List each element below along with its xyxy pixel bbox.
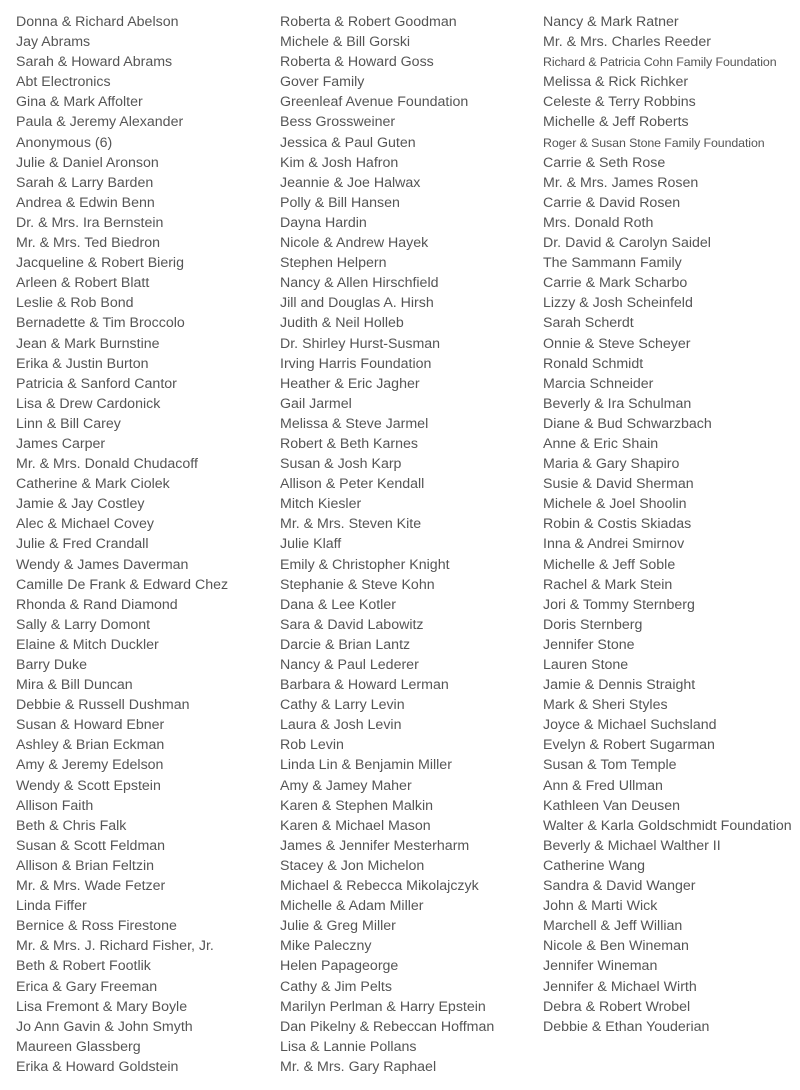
donor-name: Erika & Howard Goldstein — [16, 1058, 179, 1075]
donor-name: Marcia Schneider — [543, 375, 654, 392]
donor-name: Donna & Richard Abelson — [16, 14, 179, 30]
donor-name: Jay Abrams — [16, 34, 91, 51]
donor-name: Greenleaf Avenue Foundation — [280, 94, 469, 111]
donor-name: Julie & Daniel Aronson — [16, 154, 159, 171]
donor-name: Sarah & Larry Barden — [16, 174, 154, 191]
donor-name: Karen & Michael Mason — [280, 817, 431, 834]
donor-name: Stacey & Jon Michelon — [280, 857, 425, 874]
donor-name: Ashley & Brian Eckman — [16, 737, 165, 754]
donor-name: Jill and Douglas A. Hirsh — [280, 295, 434, 312]
donor-name: Linda Lin & Benjamin Miller — [280, 757, 452, 774]
donor-name: Jeannie & Joe Halwax — [280, 174, 421, 191]
donor-name: Anonymous (6) — [16, 134, 113, 151]
donor-name: Michael & Rebecca Mikolajczyk — [280, 878, 479, 895]
donor-name: Paula & Jeremy Alexander — [16, 114, 184, 131]
donor-name: Mr. & Mrs. James Rosen — [543, 174, 699, 191]
donor-name: Susie & David Sherman — [543, 476, 694, 493]
donor-name: Camille De Frank & Edward Chez — [16, 576, 229, 593]
donor-name: Mr. & Mrs. Wade Fetzer — [16, 878, 166, 895]
donor-name: Julie Klaff — [280, 536, 342, 553]
donor-name: Sally & Larry Domont — [16, 616, 151, 633]
donor-name: Rachel & Mark Stein — [543, 576, 673, 593]
donor-name: Rob Levin — [280, 737, 344, 754]
donor-name: Helen Papageorge — [280, 958, 399, 975]
donor-name: Ann & Fred Ullman — [543, 777, 663, 794]
donor-name: Judith & Neil Holleb — [280, 315, 404, 332]
donor-name: Wendy & James Daverman — [16, 556, 189, 573]
donor-name: Evelyn & Robert Sugarman — [543, 737, 715, 754]
donor-name: Mike Paleczny — [280, 938, 372, 955]
donor-name: Wendy & Scott Epstein — [16, 777, 161, 794]
donor-name: Cathy & Jim Pelts — [280, 978, 392, 995]
donor-name: Roberta & Robert Goodman — [280, 14, 457, 30]
donor-name: Mr. & Mrs. Gary Raphael — [280, 1058, 437, 1075]
donor-name: Michele & Joel Shoolin — [543, 496, 687, 513]
donor-name: Mira & Bill Duncan — [16, 677, 133, 694]
donor-name: John & Marti Wick — [543, 898, 658, 915]
donor-name: Beverly & Ira Schulman — [543, 395, 692, 412]
donor-name: Erica & Gary Freeman — [16, 978, 158, 995]
donor-name: Anne & Eric Shain — [543, 435, 659, 452]
donor-name: Dana & Lee Kotler — [280, 596, 396, 613]
donor-name: Susan & Tom Temple — [543, 757, 677, 774]
donor-name: Jori & Tommy Sternberg — [543, 596, 695, 613]
donor-name: Diane & Bud Schwarzbach — [543, 415, 712, 432]
donor-name: Jamie & Dennis Straight — [543, 677, 696, 694]
donor-name: Debbie & Russell Dushman — [16, 697, 190, 714]
donor-name: Arleen & Robert Blatt — [16, 275, 150, 292]
donor-name: Alec & Michael Covey — [16, 516, 154, 533]
donor-name: Nicole & Ben Wineman — [543, 938, 689, 955]
donor-name: Susan & Howard Ebner — [16, 717, 165, 734]
donor-name: Amy & Jamey Maher — [280, 777, 412, 794]
donor-name: Carrie & Seth Rose — [543, 154, 666, 171]
donor-name: Mrs. Donald Roth — [543, 214, 654, 231]
donor-name: Polly & Bill Hansen — [280, 194, 400, 211]
donor-name: Michelle & Adam Miller — [280, 898, 424, 915]
donor-name: Marilyn Perlman & Harry Epstein — [280, 998, 486, 1015]
donor-name: Linn & Bill Carey — [16, 415, 121, 432]
donor-name: Dr. David & Carolyn Saidel — [543, 235, 711, 252]
donor-name: Heather & Eric Jagher — [280, 375, 420, 392]
donor-column-2 — [280, 12, 538, 1077]
donor-name: Linda Fiffer — [16, 898, 87, 915]
donor-name: Jennifer Stone — [543, 636, 635, 653]
donor-name: Bernice & Ross Firestone — [16, 918, 177, 935]
donor-name: Roberta & Howard Goss — [280, 54, 434, 71]
donor-list — [0, 12, 800, 1082]
donor-name: Dr. & Mrs. Ira Bernstein — [16, 214, 164, 231]
donor-name: Sandra & David Wanger — [543, 878, 696, 895]
donor-name: Walter & Karla Goldschmidt Foundation — [543, 817, 792, 834]
donor-name: Laura & Josh Levin — [280, 717, 402, 734]
donor-name: Mr. & Mrs. Donald Chudacoff — [16, 456, 198, 473]
donor-name: Gover Family — [280, 74, 365, 91]
donor-column-1 — [16, 12, 274, 1077]
donor-name: Julie & Fred Crandall — [16, 536, 149, 553]
donor-name: Ronald Schmidt — [543, 355, 644, 372]
donor-name: Carrie & David Rosen — [543, 194, 681, 211]
donor-name: Barbara & Howard Lerman — [280, 677, 449, 694]
donor-name: Jessica & Paul Guten — [280, 134, 416, 151]
donor-name: Allison Faith — [16, 797, 94, 814]
donor-name: Cathy & Larry Levin — [280, 697, 405, 714]
donor-name: Nancy & Paul Lederer — [280, 657, 419, 673]
donor-name: Jamie & Jay Costley — [16, 496, 145, 513]
donor-name: Carrie & Mark Scharbo — [543, 275, 688, 292]
donor-name: Lisa & Drew Cardonick — [16, 395, 161, 412]
donor-name: Susan & Scott Feldman — [16, 837, 166, 854]
donor-name: Bess Grossweiner — [280, 114, 396, 131]
donor-name: Maureen Glassberg — [16, 1038, 141, 1055]
donor-name: Irving Harris Foundation — [280, 355, 432, 372]
donor-name: Inna & Andrei Smirnov — [543, 536, 685, 553]
donor-name: Celeste & Terry Robbins — [543, 94, 696, 111]
donor-name: Erika & Justin Burton — [16, 355, 149, 372]
donor-name: Dayna Hardin — [280, 214, 367, 231]
donor-name: Amy & Jeremy Edelson — [16, 757, 164, 774]
donor-name: Mr. & Mrs. Charles Reeder — [543, 34, 711, 51]
donor-name: Susan & Josh Karp — [280, 456, 402, 473]
donor-name: Sarah Scherdt — [543, 315, 634, 332]
donor-name: Dan Pikelny & Rebeccan Hoffman — [280, 1018, 495, 1035]
donor-name: Lisa & Lannie Pollans — [280, 1038, 417, 1055]
donor-name: Beverly & Michael Walther II — [543, 837, 721, 854]
donor-name: Gina & Mark Affolter — [16, 94, 143, 111]
donor-name: Karen & Stephen Malkin — [280, 797, 434, 814]
donor-name: Mark & Sheri Styles — [543, 697, 668, 714]
donor-name: Jacqueline & Robert Bierig — [16, 255, 184, 272]
donor-name: Barry Duke — [16, 657, 87, 673]
donor-name: Beth & Chris Falk — [16, 817, 127, 834]
donor-name: Abt Electronics — [16, 74, 111, 91]
donor-name: James Carper — [16, 435, 106, 452]
donor-name: Joyce & Michael Suchsland — [543, 717, 717, 734]
donor-name: Lauren Stone — [543, 657, 629, 673]
donor-name: Darcie & Brian Lantz — [280, 636, 411, 653]
donor-name: Dr. Shirley Hurst-Susman — [280, 335, 441, 352]
donor-name: Kathleen Van Deusen — [543, 797, 680, 814]
donor-name: Michelle & Jeff Soble — [543, 556, 676, 573]
donor-name: Jean & Mark Burnstine — [16, 335, 160, 352]
donor-name: Nicole & Andrew Hayek — [280, 235, 429, 252]
donor-name: Andrea & Edwin Benn — [16, 194, 155, 211]
donor-name: Julie & Greg Miller — [280, 918, 396, 935]
donor-name: Debra & Robert Wrobel — [543, 998, 691, 1015]
donor-name: Mr. & Mrs. J. Richard Fisher, Jr. — [16, 938, 214, 955]
donor-name: Richard & Patricia Cohn Family Foundation — [543, 55, 777, 70]
donor-name: Michele & Bill Gorski — [280, 34, 411, 51]
donor-name: Melissa & Steve Jarmel — [280, 415, 429, 432]
donor-name: Beth & Robert Footlik — [16, 958, 151, 975]
donor-name: Doris Sternberg — [543, 616, 643, 633]
donor-name: Robert & Beth Karnes — [280, 435, 419, 452]
donor-name: Robin & Costis Skiadas — [543, 516, 692, 533]
donor-name: The Sammann Family — [543, 255, 682, 272]
donor-name: Jennifer Wineman — [543, 958, 658, 975]
donor-name: Bernadette & Tim Broccolo — [16, 315, 185, 332]
donor-name: Gail Jarmel — [280, 395, 352, 412]
donor-name: Patricia & Sanford Cantor — [16, 375, 177, 392]
donor-name: Catherine Wang — [543, 857, 645, 874]
donor-name: Marchell & Jeff Willian — [543, 918, 683, 935]
donor-name: James & Jennifer Mesterharm — [280, 837, 470, 854]
donor-name: Nancy & Allen Hirschfield — [280, 275, 439, 292]
donor-name: Michelle & Jeff Roberts — [543, 114, 689, 131]
donor-name: Lizzy & Josh Scheinfeld — [543, 295, 693, 312]
donor-name: Nancy & Mark Ratner — [543, 14, 679, 30]
donor-name: Sara & David Labowitz — [280, 616, 424, 633]
donor-name: Stephanie & Steve Kohn — [280, 576, 435, 593]
donor-name: Allison & Peter Kendall — [280, 476, 425, 493]
donor-name: Jo Ann Gavin & John Smyth — [16, 1018, 193, 1035]
donor-name: Lisa Fremont & Mary Boyle — [16, 998, 188, 1015]
donor-name: Debbie & Ethan Youderian — [543, 1018, 710, 1035]
donor-name: Mitch Kiesler — [280, 496, 362, 513]
donor-name: Roger & Susan Stone Family Foundation — [543, 135, 765, 150]
donor-name: Rhonda & Rand Diamond — [16, 596, 178, 613]
donor-name: Catherine & Mark Ciolek — [16, 476, 170, 493]
donor-name: Stephen Helpern — [280, 255, 387, 272]
donor-name: Mr. & Mrs. Ted Biedron — [16, 235, 161, 252]
donor-name: Maria & Gary Shapiro — [543, 456, 680, 473]
donor-name: Elaine & Mitch Duckler — [16, 636, 159, 653]
donor-column-3 — [543, 12, 798, 1037]
donor-name: Jennifer & Michael Wirth — [543, 978, 697, 995]
donor-name: Emily & Christopher Knight — [280, 556, 450, 573]
donor-name: Onnie & Steve Scheyer — [543, 335, 691, 352]
donor-name: Allison & Brian Feltzin — [16, 857, 154, 874]
donor-name: Melissa & Rick Richker — [543, 74, 689, 91]
donor-name: Leslie & Rob Bond — [16, 295, 134, 312]
donor-name: Kim & Josh Hafron — [280, 154, 399, 171]
donor-name: Mr. & Mrs. Steven Kite — [280, 516, 422, 533]
donor-name: Sarah & Howard Abrams — [16, 54, 173, 71]
